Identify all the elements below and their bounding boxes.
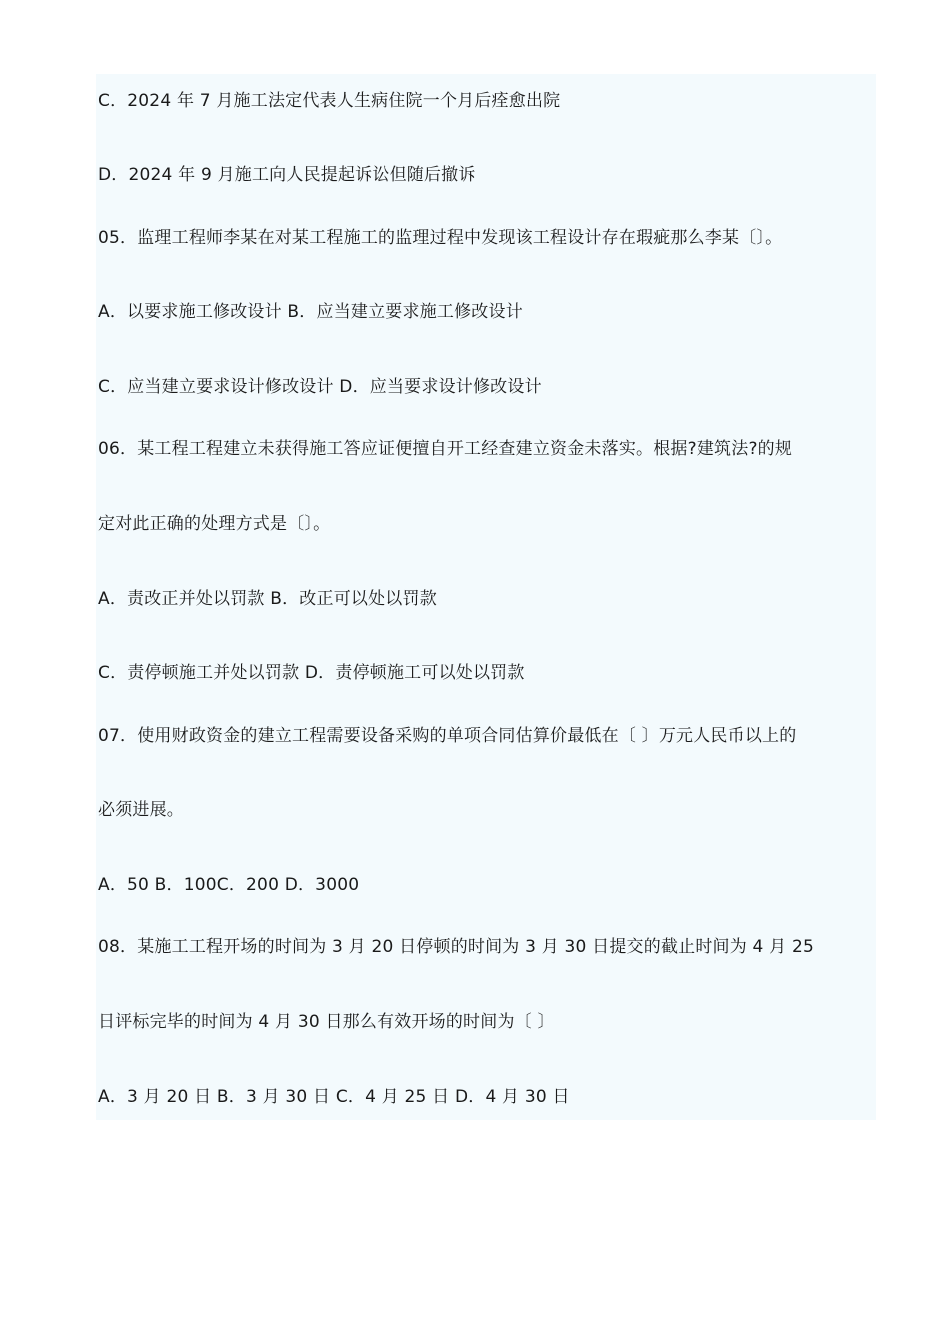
options-ab-q06: A．责改正并处以罚款 B．改正可以处以罚款 [98,589,437,609]
question-06-line-1: 06．某工程工程建立未获得施工答应证便擅自开工经查建立资金未落实。根据?建筑法?的规 [98,439,793,459]
question-07-line-1: 07．使用财政资金的建立工程需要设备采购的单项合同估算价最低在〔 〕万元人民币以上的 [98,726,797,746]
question-05: 05．监理工程师李某在对某工程施工的监理过程中发现该工程设计存在瑕疵那么李某〔〕。 [98,228,783,248]
options-q07: A．50 B．100C．200 D．3000 [98,875,360,895]
options-cd-q05: C．应当建立要求设计修改设计 D．应当要求设计修改设计 [98,377,542,397]
question-07-line-2: 必须进展。 [98,800,184,820]
question-06-line-2: 定对此正确的处理方式是〔〕。 [98,514,331,534]
options-q08: A．3 月 20 日 B．3 月 30 日 C．4 月 25 日 D．4 月 30 日 [98,1087,570,1107]
option-d-q04: D．2024 年 9 月施工向人民提起诉讼但随后撤诉 [98,165,476,185]
option-c-q04: C．2024 年 7 月施工法定代表人生病住院一个月后痊愈出院 [98,91,561,111]
options-cd-q06: C．责停顿施工并处以罚款 D．责停顿施工可以处以罚款 [98,663,525,683]
options-ab-q05: A．以要求施工修改设计 B．应当建立要求施工修改设计 [98,302,523,322]
question-08-line-2: 日评标完毕的时间为 4 月 30 日那么有效开场的时间为〔 〕 [98,1012,555,1032]
question-08-line-1: 08．某施工工程开场的时间为 3 月 20 日停顿的时间为 3 月 30 日提交的截止时间为 4 月 25 [98,937,815,957]
